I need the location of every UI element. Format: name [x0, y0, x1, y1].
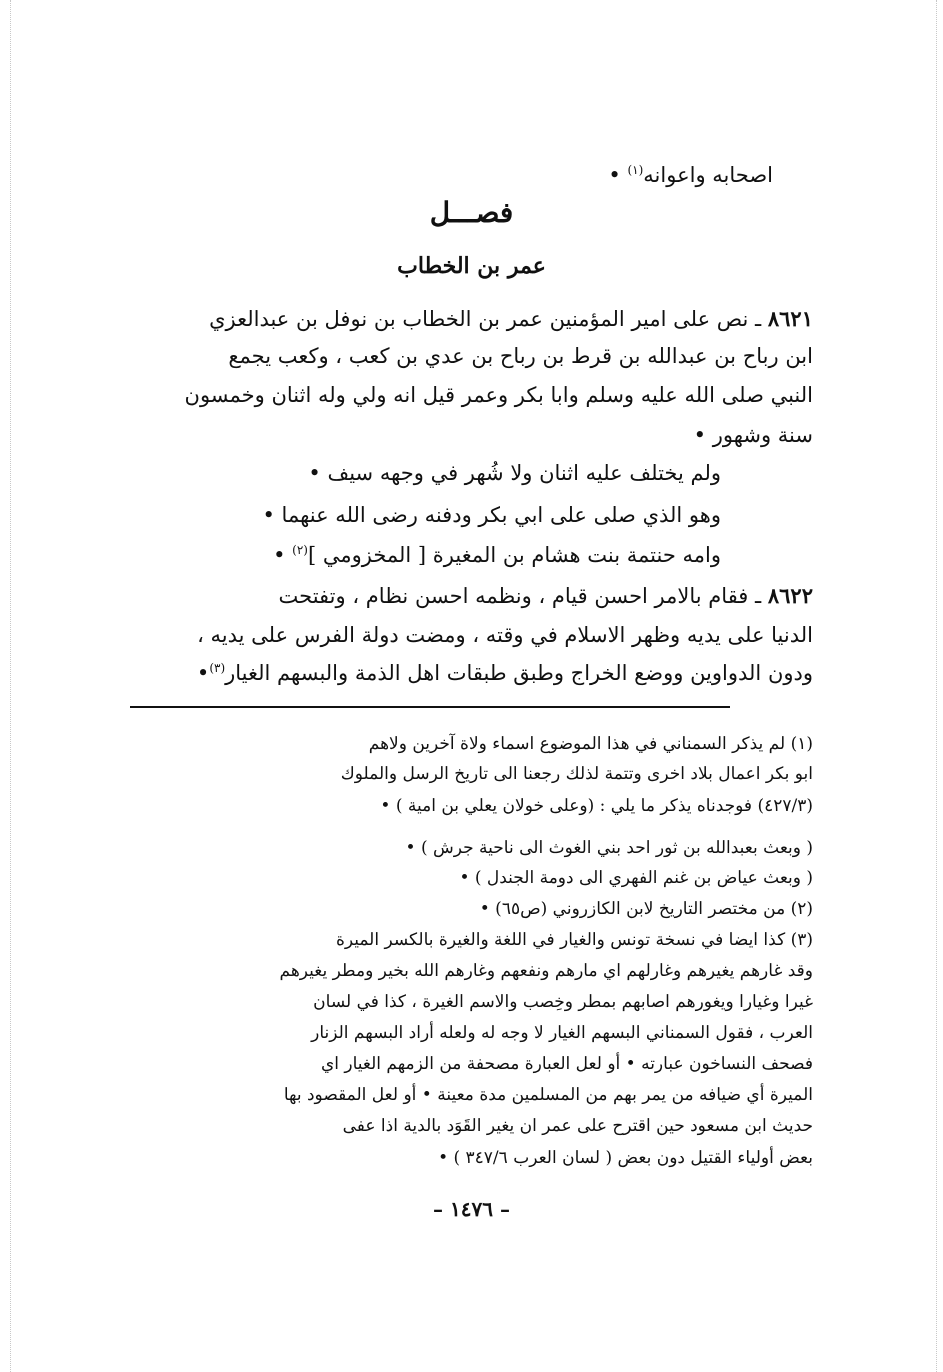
paragraph-8621-line-2: ابن رباح بن عبدالله بن قرط بن رباح بن عدي بن كعب ، وكعب يجمع — [228, 344, 813, 368]
section-heading — [0, 196, 943, 229]
full-stop: • — [196, 661, 210, 685]
footnote-1-line-1: (١) لم يذكر السمناني في هذا الموضوع اسماء ولاة آخرين ولاهم — [368, 734, 813, 754]
footnote-3-line-2: وقد غارهم يغيرهم وغارلهم اي مارهم ونفعهم وغارهم الله بخير ومطر يغيرهم — [279, 961, 813, 981]
footnote-1-line-2: ابو بكر اعمال بلاد اخرى وتتمة لذلك رجعنا الى تاريخ الرسل والملوك — [340, 764, 813, 784]
footnote-3-line-7: حديث ابن مسعود حين اقترح على عمر ان يغير القَوَد بالدية اذا عفى — [342, 1116, 813, 1136]
page-number: – ١٤٧٦ – — [433, 1197, 510, 1221]
full-stop: • — [273, 543, 293, 567]
footnote-1-line-4: ( وبعث بعبدالله بن ثور احد بني الغوث الى ناحية جرش ) • — [405, 838, 813, 858]
footnote-3-line-5: فصحف النساخون عبارته • أو لعل العبارة مصحفة من الزمهم الغيار اي — [320, 1054, 813, 1074]
footnote-2: (٢) من مختصر التاريخ لابن الكازروني (ص٦٥) • — [479, 899, 813, 919]
paragraph-text: ـ نص على امير المؤمنين عمر بن الخطاب بن نوفل بن عبدالعزي — [209, 307, 762, 331]
paragraph-text: ـ فقام بالامر احسن قيام ، ونظمه احسن نظام ، وتفتحت — [278, 584, 762, 608]
section-title: عمر بن الخطاب — [397, 253, 546, 279]
paragraph-8622-line-3 — [130, 658, 813, 688]
footnote-3-line-6: الميرة أي ضيافه من يمر بهم من المسلمين مدة معينة • أو لعل المقصود بها — [283, 1085, 813, 1105]
footnote-ref: (٢) — [292, 543, 308, 557]
footnote-3-line-4: العرب ، فقول السمناني البسهم الغيار لا وجه له ولعله أراد البسهم الزنار — [311, 1023, 813, 1043]
full-stop: • — [608, 163, 621, 187]
footnote-3-line-1: (٣) كذا ايضا في نسخة تونس والغيار في اللغة والغيرة بالكسر الميرة — [335, 930, 813, 950]
paragraph-8621-line-3: النبي صلى الله عليه وسلم وابا بكر وعمر قيل انه ولي وله اثنان وخمسون — [184, 383, 813, 407]
paragraph-number: ٨٦٢١ — [767, 306, 813, 331]
paragraph-8621-line-6: وهو الذي صلى على ابي بكر ودفنه رضى الله عنهما • — [262, 503, 721, 527]
paragraph-8621-line-5: ولم يختلف عليه اثنان ولا شُهر في وجهه سيف • — [308, 461, 721, 485]
footnote-separator — [130, 706, 730, 708]
paragraph-text: وامه حنتمة بنت هشام بن المغيرة [ المخزومي ] — [307, 543, 721, 567]
paragraph-8622-line-2: الدنيا على يديه وظهر الاسلام في وقته ، ومضت دولة الفرس على يديه ، — [197, 623, 813, 647]
opening-line — [130, 160, 773, 190]
footnote-3-line-3: غيرا وغيارا ويغورهم اصابهم بمطر وخِصب والاسم الغيرة ، كذا في لسان — [313, 992, 813, 1012]
footnote-1-line-5: ( وبعث عياض بن غنم الفهري الى دومة الجندل ) • — [459, 868, 813, 888]
paragraph-number: ٨٦٢٢ — [767, 583, 813, 608]
opening-text: اصحابه واعوانه — [643, 163, 773, 187]
footnote-1-line-3: (٤٢٧/٣) فوجدناه يذكر ما يلي : (وعلى خولان يعلي بن امية ) • — [380, 796, 813, 816]
paragraph-8621-line-4: سنة وشهور • — [693, 423, 813, 447]
footnote-ref: (٣) — [209, 661, 226, 675]
paragraph-8622-line-1 — [130, 581, 813, 611]
paragraph-text: ودون الدواوين ووضع الخراج وطبق طبقات اهل الذمة والبسهم الغيار — [225, 661, 813, 685]
section-heading-text: فصـــل — [429, 196, 514, 229]
paragraph-8621-line-7 — [130, 540, 721, 570]
footnote-3-line-8: بعض أولياء القتيل دون بعض ( لسان العرب ٣٤٧/٦ ) • — [438, 1148, 813, 1168]
paragraph-8621-line-1 — [130, 304, 813, 334]
footnote-ref: (١) — [627, 163, 644, 177]
